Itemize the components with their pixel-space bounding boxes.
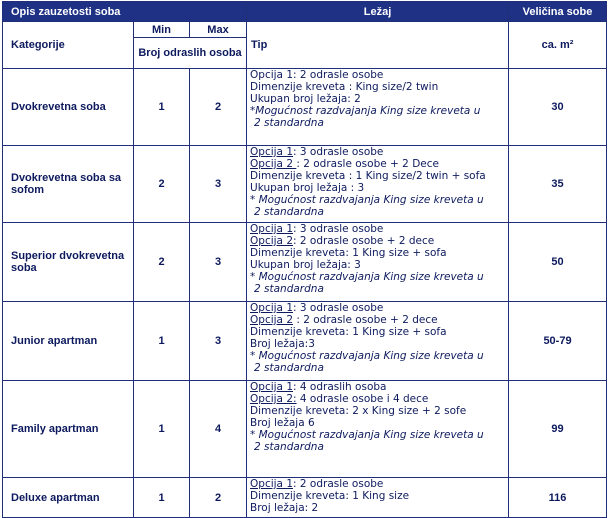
option-label: Opcija 2 bbox=[250, 314, 294, 326]
max-cell: 3 bbox=[190, 146, 247, 223]
bed-type-line bbox=[250, 117, 506, 129]
option-text: : 2 odrasle osobe + 2 Dece bbox=[296, 158, 439, 170]
bed-type-cell bbox=[247, 146, 509, 223]
option-text: : 2 odrasle osobe + 2 dece bbox=[293, 235, 435, 247]
option-label: Opcija 1 bbox=[250, 302, 294, 314]
option-text: : 3 odrasle osobe bbox=[293, 146, 384, 158]
category-cell: Dvokrevetna soba sa sofom bbox=[3, 146, 134, 223]
option-text: 2 standardna bbox=[254, 206, 324, 218]
size-cell: 116 bbox=[509, 478, 607, 518]
min-cell: 2 bbox=[134, 146, 190, 223]
category-cell: Superior dvokrevetna soba bbox=[3, 223, 134, 302]
option-label: Opcija 1 bbox=[250, 381, 294, 393]
bed-type-line bbox=[250, 206, 506, 218]
option-text: Broj ležaja 6 bbox=[250, 417, 315, 429]
bed-type-line bbox=[250, 223, 506, 235]
bed-type-line bbox=[250, 393, 506, 405]
category-cell: Deluxe apartman bbox=[3, 478, 134, 518]
option-label: Opcija 1 bbox=[250, 223, 294, 235]
size-cell: 50-79 bbox=[509, 302, 607, 381]
header-velicina: Veličina sobe bbox=[509, 2, 607, 22]
bed-type-cell bbox=[247, 69, 509, 146]
option-label: Opcija 1 bbox=[250, 146, 294, 158]
option-text: 2 standardna bbox=[254, 362, 324, 374]
option-text: Dimenzije kreveta: 2 x King size + 2 sofe bbox=[250, 405, 467, 417]
bed-type-cell bbox=[247, 223, 509, 302]
bed-type-line bbox=[250, 362, 506, 374]
option-text: Dimenzije kreveta: 1 King size + sofa bbox=[250, 326, 447, 338]
option-text: Broj ležaja:3 bbox=[250, 338, 315, 350]
option-text: : 2 odrasle osobe bbox=[293, 478, 384, 490]
min-cell: 1 bbox=[134, 478, 190, 518]
bed-type-line bbox=[250, 338, 506, 350]
min-cell: 1 bbox=[134, 302, 190, 381]
table-row bbox=[3, 478, 607, 518]
option-text: Opcija 1: 2 odrasle osobe bbox=[250, 69, 384, 81]
max-cell: 4 bbox=[190, 381, 247, 478]
occupancy-table bbox=[2, 1, 607, 518]
size-cell: 50 bbox=[509, 223, 607, 302]
subheader-tip: Tip bbox=[247, 22, 509, 69]
bed-type-line bbox=[250, 146, 506, 158]
bed-type-line bbox=[250, 381, 506, 393]
bed-type-cell bbox=[247, 478, 509, 518]
bed-type-cell bbox=[247, 302, 509, 381]
option-text: 2 standardna bbox=[254, 441, 324, 453]
bed-type-line bbox=[250, 314, 506, 326]
max-cell: 3 bbox=[190, 302, 247, 381]
max-cell: 2 bbox=[190, 69, 247, 146]
option-text: Ukupan broj ležaja : 3 bbox=[250, 182, 365, 194]
table-row bbox=[3, 223, 607, 302]
bed-type-cell bbox=[247, 381, 509, 478]
option-text: : 2 odrasle osobe + 2 dece bbox=[293, 314, 438, 326]
option-label: Opcija 1 bbox=[250, 478, 294, 490]
table-row bbox=[3, 302, 607, 381]
bed-type-line bbox=[250, 417, 506, 429]
option-text: : 3 odrasle osobe bbox=[293, 223, 384, 235]
bed-type-line bbox=[250, 105, 506, 117]
bed-type-line bbox=[250, 326, 506, 338]
category-cell: Dvokrevetna soba bbox=[3, 69, 134, 146]
option-label: Opcija 2: bbox=[250, 393, 297, 405]
option-text: * Mogućnost razdvajanja King size kreveta u bbox=[250, 271, 484, 283]
size-cell: 35 bbox=[509, 146, 607, 223]
subheader-min: Min bbox=[134, 22, 190, 38]
option-text: Ukupan broj ležaja: 3 bbox=[250, 259, 361, 271]
table-row bbox=[3, 146, 607, 223]
size-cell: 30 bbox=[509, 69, 607, 146]
option-label: Opcija 2 bbox=[250, 235, 294, 247]
option-text: Dimenzije kreveta : 1 King size/2 twin + sofa bbox=[250, 170, 486, 182]
bed-type-line bbox=[250, 405, 506, 417]
max-cell: 2 bbox=[190, 478, 247, 518]
bed-type-line bbox=[250, 69, 506, 81]
bed-type-line bbox=[250, 283, 506, 295]
category-cell: Junior apartman bbox=[3, 302, 134, 381]
bed-type-line bbox=[250, 350, 506, 362]
option-text: Ukupan broj ležaja: 2 bbox=[250, 93, 361, 105]
option-text: * Mogućnost razdvajanja King size kreveta u bbox=[250, 350, 484, 362]
table-row bbox=[3, 69, 607, 146]
option-label: Opcija 2 bbox=[250, 158, 297, 170]
option-text: * Mogućnost razdvajanja King size kreveta u bbox=[250, 194, 484, 206]
bed-type-line bbox=[250, 429, 506, 441]
bed-type-line bbox=[250, 93, 506, 105]
size-cell: 99 bbox=[509, 381, 607, 478]
subheader-unit: ca. m² bbox=[509, 22, 607, 69]
bed-type-line bbox=[250, 302, 506, 314]
option-text: Broj ležaja: 2 bbox=[250, 502, 319, 514]
bed-type-line bbox=[250, 259, 506, 271]
bed-type-line bbox=[250, 235, 506, 247]
option-text: : 4 odraslih osoba bbox=[293, 381, 387, 393]
max-cell: 3 bbox=[190, 223, 247, 302]
bed-type-line bbox=[250, 247, 506, 259]
option-text: Dimenzije kreveta: 1 King size + sofa bbox=[250, 247, 447, 259]
bed-type-line bbox=[250, 502, 506, 514]
occupancy-rows bbox=[3, 69, 607, 518]
option-text: 4 odrasle osobe i 4 dece bbox=[296, 393, 429, 405]
bed-type-line bbox=[250, 478, 506, 490]
bed-type-line bbox=[250, 271, 506, 283]
header-lezaj: Ležaj bbox=[247, 2, 509, 22]
subheader-kategorije: Kategorije bbox=[3, 22, 134, 69]
option-text: *Mogućnost razdvajanja King size kreveta u bbox=[250, 105, 481, 117]
min-cell: 2 bbox=[134, 223, 190, 302]
table-row bbox=[3, 381, 607, 478]
bed-type-line bbox=[250, 81, 506, 93]
subheader-broj-odraslih: Broj odraslih osoba bbox=[134, 38, 247, 69]
option-text: 2 standardna bbox=[254, 283, 324, 295]
min-cell: 1 bbox=[134, 381, 190, 478]
option-text: Dimenzije kreveta : King size/2 twin bbox=[250, 81, 439, 93]
bed-type-line bbox=[250, 182, 506, 194]
header-title: Opis zauzetosti soba bbox=[3, 2, 247, 22]
option-text: : 3 odrasle osobe bbox=[293, 302, 384, 314]
bed-type-line bbox=[250, 170, 506, 182]
subheader-max: Max bbox=[190, 22, 247, 38]
option-text: Dimenzije kreveta: 1 King size bbox=[250, 490, 410, 502]
option-text: 2 standardna bbox=[254, 117, 324, 129]
min-cell: 1 bbox=[134, 69, 190, 146]
bed-type-line bbox=[250, 158, 506, 170]
category-cell: Family apartman bbox=[3, 381, 134, 478]
bed-type-line bbox=[250, 441, 506, 453]
bed-type-line bbox=[250, 194, 506, 206]
option-text: * Mogućnost razdvajanja King size kreveta u bbox=[250, 429, 484, 441]
bed-type-line bbox=[250, 490, 506, 502]
